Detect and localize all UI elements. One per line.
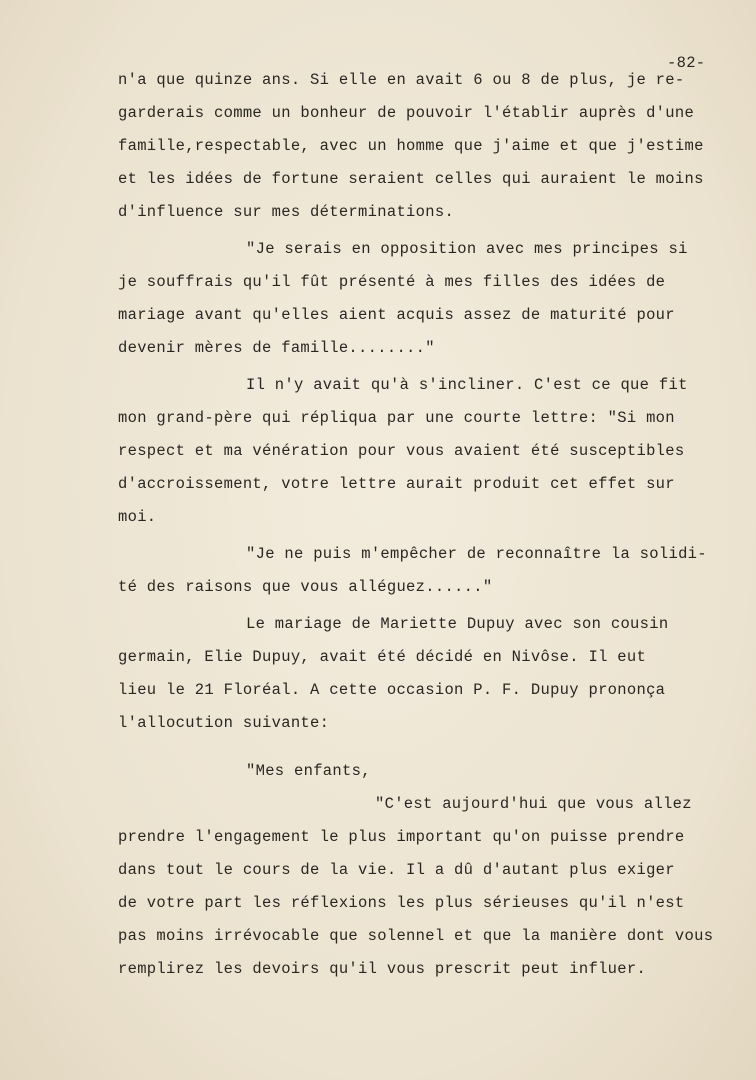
text-line: mariage avant qu'elles aient acquis assez de maturité pour <box>118 306 675 324</box>
text-line: Il n'y avait qu'à s'incliner. C'est ce que fit <box>246 376 688 394</box>
text-line: garderais comme un bonheur de pouvoir l'établir auprès d'une <box>118 104 695 122</box>
text-line: té des raisons que vous alléguez......" <box>118 578 493 596</box>
text-line: n'a que quinze ans. Si elle en avait 6 ou 8 de plus, je re- <box>118 71 685 89</box>
text-line: pas moins irrévocable que solennel et que la manière dont vous <box>118 927 714 945</box>
text-line: lieu le 21 Floréal. A cette occasion P. F. Dupuy prononça <box>118 681 666 699</box>
text-line: je souffrais qu'il fût présenté à mes filles des idées de <box>118 273 666 291</box>
text-line: mon grand-père qui répliqua par une courte lettre: "Si mon <box>118 409 675 427</box>
text-line: respect et ma vénération pour vous avaient été susceptibles <box>118 442 685 460</box>
text-line: prendre l'engagement le plus important qu'on puisse prendre <box>118 828 685 846</box>
text-line: "Je ne puis m'empêcher de reconnaître la solidi- <box>246 545 707 563</box>
text-line: devenir mères de famille........" <box>118 339 435 357</box>
text-line: "C'est aujourd'hui que vous allez <box>375 795 692 813</box>
text-line: dans tout le cours de la vie. Il a dû d'autant plus exiger <box>118 861 675 879</box>
text-line: moi. <box>118 508 157 526</box>
text-line: d'accroissement, votre lettre aurait produit cet effet sur <box>118 475 675 493</box>
text-line: Le mariage de Mariette Dupuy avec son cousin <box>246 615 669 633</box>
text-line: remplirez les devoirs qu'il vous prescrit peut influer. <box>118 960 647 978</box>
page-number: -82- <box>667 54 706 72</box>
text-line: famille,respectable, avec un homme que j'aime et que j'estime <box>118 137 704 155</box>
text-line: et les idées de fortune seraient celles qui auraient le moins <box>118 170 704 188</box>
text-line: d'influence sur mes déterminations. <box>118 203 455 221</box>
text-line: "Mes enfants, <box>246 762 371 780</box>
text-line: de votre part les réflexions les plus sérieuses qu'il n'est <box>118 894 685 912</box>
text-line: "Je serais en opposition avec mes principes si <box>246 240 688 258</box>
text-line: germain, Elie Dupuy, avait été décidé en Nivôse. Il eut <box>118 648 647 666</box>
text-line: l'allocution suivante: <box>118 714 330 732</box>
